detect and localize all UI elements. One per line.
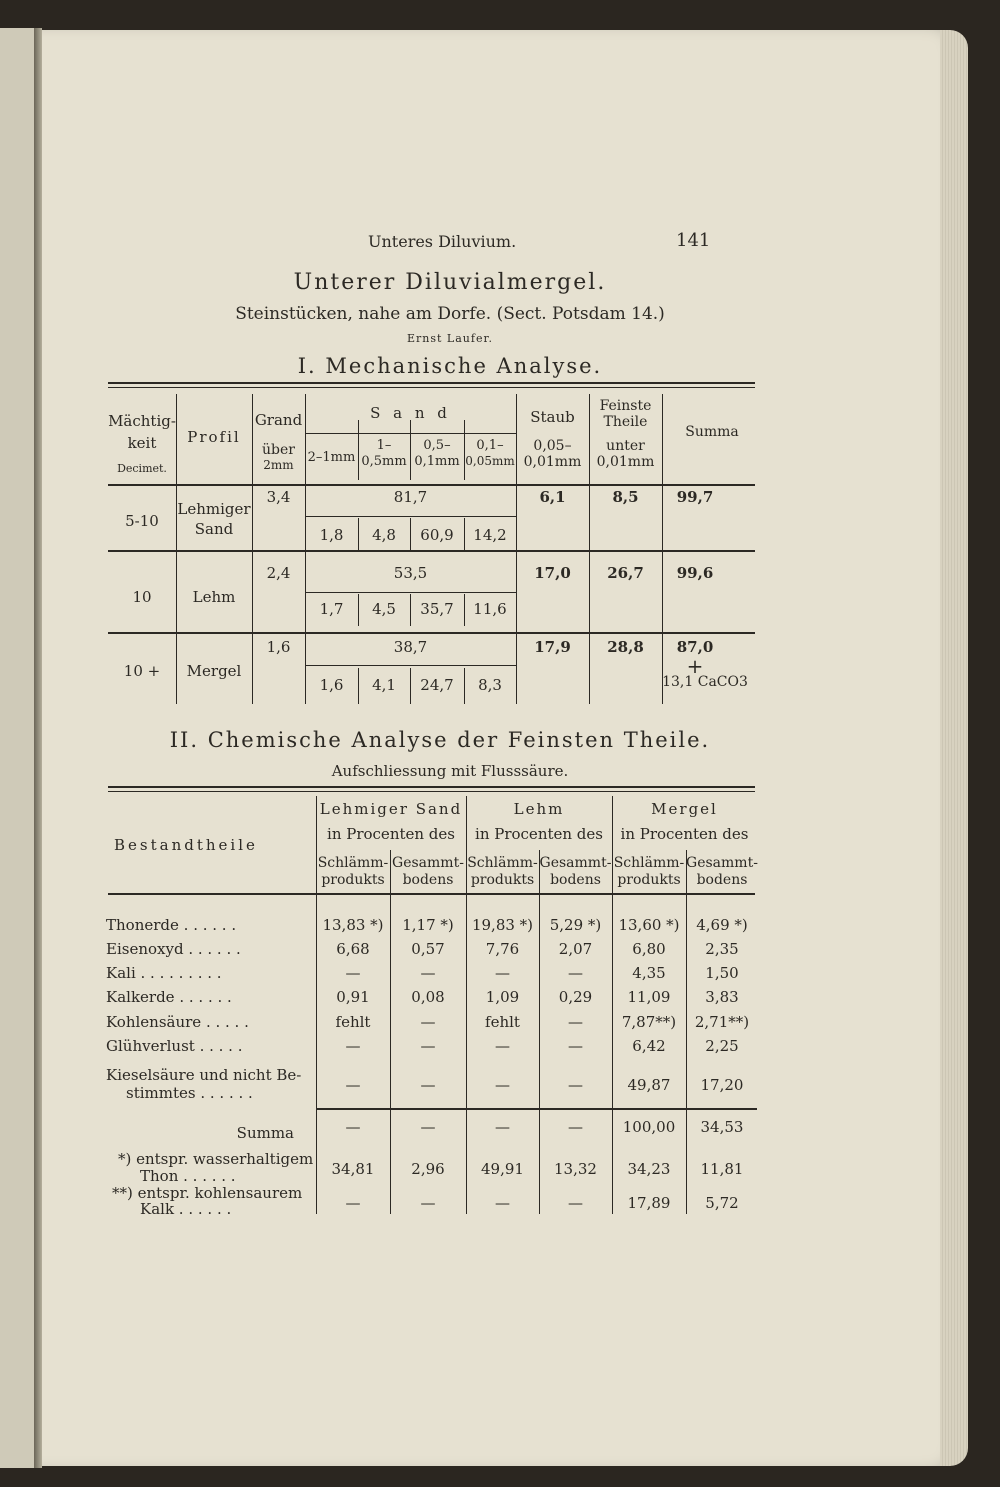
row-value: fehlt: [335, 1013, 371, 1031]
row-value: 2,35: [705, 940, 739, 958]
footnote-value: 34,23: [627, 1160, 671, 1178]
row-profil: Lehmiger: [177, 500, 251, 518]
header-sub: bodens: [696, 872, 748, 888]
header-maechtig: Mächtig-: [108, 412, 176, 430]
summa-value: 100,00: [622, 1118, 676, 1136]
summa-value: 34,53: [700, 1118, 744, 1136]
page-edges: [940, 30, 968, 1466]
row-value: —: [495, 964, 510, 982]
row-value: 0,91: [336, 988, 370, 1006]
header-sand-fraction: 0,1–: [476, 438, 504, 453]
left-page-edge: [0, 28, 36, 1468]
header-sand-fraction: 0,5mm: [361, 454, 407, 469]
header-staub-sub: 0,05–: [533, 438, 572, 454]
header-staub: Staub: [530, 408, 575, 426]
row-value: 1,50: [705, 964, 739, 982]
row-value: 2,71**): [694, 1013, 750, 1031]
row-value: 4,35: [632, 964, 666, 982]
book-gutter: [34, 28, 42, 1468]
rule: [108, 632, 755, 634]
section-2-title: II. Chemische Analyse der Feinsten Theile.: [169, 728, 711, 752]
rule: [108, 387, 755, 388]
row-value: 7,76: [485, 940, 520, 958]
footnote-label: *) entspr. wasserhaltigem: [118, 1150, 314, 1168]
row-summa: 87,0: [676, 638, 714, 656]
row-label: Kali . . . . . . . . .: [106, 964, 222, 982]
row-value: 6,80: [632, 940, 666, 958]
footnote-value: 5,72: [705, 1194, 739, 1212]
footnote-value: 13,32: [554, 1160, 597, 1178]
header-sand: S a n d: [370, 404, 451, 422]
row-sand-total: 38,7: [393, 638, 428, 656]
row-feinste: 26,7: [607, 564, 644, 582]
page-subtitle: Steinstücken, nahe am Dorfe. (Sect. Potsdam 14.): [235, 304, 665, 324]
row-value: 6,68: [336, 940, 370, 958]
footnote-label: Thon . . . . . .: [140, 1167, 236, 1185]
row-staub: 17,0: [534, 564, 571, 582]
header-sub: Gesammt-: [392, 855, 464, 871]
rule: [108, 382, 755, 384]
row-value: 49,87: [627, 1076, 671, 1094]
row-value: —: [568, 1013, 583, 1031]
row-sand-fraction: 4,8: [372, 526, 396, 544]
row-label: Kohlensäure . . . . .: [106, 1013, 249, 1031]
rule: [108, 484, 755, 486]
row-label: stimmtes . . . . . .: [126, 1084, 253, 1102]
footnote-value: 49,91: [481, 1160, 524, 1178]
header-feinste: Feinste: [599, 398, 652, 414]
summa-value: —: [345, 1118, 361, 1136]
header-sub: produkts: [321, 872, 385, 888]
row-sand-total: 81,7: [393, 488, 428, 506]
rule: [252, 394, 253, 704]
row-sand-fraction: 14,2: [473, 526, 507, 544]
row-value: 0,29: [558, 988, 593, 1006]
row-label: Eisenoxyd . . . . . .: [106, 940, 241, 958]
row-label: Glühverlust . . . . .: [106, 1037, 243, 1055]
section-2-subtitle: Aufschliessung mit Flusssäure.: [331, 762, 569, 780]
row-maechtigkeit: 10: [132, 588, 152, 606]
header-maechtig: keit: [127, 434, 157, 452]
row-value: —: [495, 1076, 510, 1094]
row-value: 7,87**): [621, 1013, 677, 1031]
header-sub: produkts: [470, 872, 535, 888]
row-value: 0,08: [411, 988, 445, 1006]
row-sand-fraction: 1,7: [319, 600, 344, 618]
footnote-value: —: [345, 1194, 361, 1212]
footnote-value: 2,96: [411, 1160, 445, 1178]
row-sand-total: 53,5: [393, 564, 428, 582]
rule: [306, 516, 516, 517]
summa-value: —: [420, 1118, 436, 1136]
row-value: fehlt: [485, 1013, 520, 1031]
summa-label: Summa: [236, 1124, 294, 1142]
rule: [108, 791, 755, 792]
header-grand-sub: über: [262, 442, 295, 458]
row-staub: 6,1: [539, 488, 566, 506]
rule: [108, 786, 755, 788]
footnote-label: **) entspr. kohlensaurem: [112, 1184, 303, 1202]
row-value: 13,83 *): [322, 916, 384, 934]
row-sand-fraction: 4,5: [372, 600, 396, 618]
page-number: 141: [676, 230, 711, 251]
author: Ernst Laufer.: [406, 332, 493, 345]
row-value: 13,60 *): [618, 916, 680, 934]
row-value: 1,09: [485, 988, 520, 1006]
summa-value: —: [568, 1118, 583, 1136]
header-sub: bodens: [550, 872, 601, 888]
row-value: 2,07: [558, 940, 593, 958]
rule: [108, 893, 755, 895]
row-value: 6,42: [632, 1037, 666, 1055]
row-value: —: [420, 1076, 436, 1094]
header-group: Lehmiger Sand: [319, 800, 463, 818]
header-sub: Schlämm-: [317, 855, 389, 871]
row-value: —: [345, 1037, 361, 1055]
rule: [306, 433, 516, 434]
row-value: 11,09: [627, 988, 671, 1006]
row-value: 17,20: [700, 1076, 744, 1094]
row-maechtigkeit: 10 +: [123, 662, 161, 680]
row-sand-fraction: 1,8: [319, 526, 344, 544]
running-title: Unteres Diluvium.: [368, 232, 517, 251]
row-profil: Sand: [194, 520, 234, 538]
header-grand: Grand: [254, 411, 303, 429]
row-summa: 99,7: [676, 488, 714, 506]
header-sand-fraction: 2–1mm: [307, 450, 356, 465]
header-sub: Gesammt-: [686, 855, 758, 871]
footnote-value: 34,81: [331, 1160, 375, 1178]
row-grand: 3,4: [266, 488, 291, 506]
row-value: —: [420, 1013, 436, 1031]
row-feinste: 8,5: [612, 488, 639, 506]
footnote-value: —: [495, 1194, 510, 1212]
header-sand-fraction: 0,1mm: [414, 454, 460, 469]
row-value: 5,29 *): [549, 916, 602, 934]
row-value: 1,17 *): [402, 916, 454, 934]
row-value: —: [420, 1037, 436, 1055]
header-feinste-sub: unter: [606, 438, 645, 454]
header-grand-sub: 2mm: [263, 458, 294, 472]
header-group: Mergel: [651, 800, 718, 818]
row-value: —: [345, 964, 361, 982]
row-sand-fraction: 35,7: [420, 600, 454, 618]
rule: [108, 550, 755, 552]
row-value: 4,69 *): [696, 916, 748, 934]
row-profil: Lehm: [192, 588, 236, 606]
row-value: 3,83: [705, 988, 739, 1006]
row-value: —: [568, 964, 583, 982]
row-value: —: [345, 1076, 361, 1094]
header-in-procenten: in Procenten des: [620, 825, 749, 843]
row-label: Kalkerde . . . . . .: [106, 988, 232, 1006]
row-sand-fraction: 60,9: [420, 526, 454, 544]
row-value: —: [568, 1037, 583, 1055]
header-sub: produkts: [617, 872, 681, 888]
header-staub-sub: 0,01mm: [523, 454, 582, 470]
row-grand: 1,6: [266, 638, 291, 656]
footnote-value: —: [568, 1194, 583, 1212]
header-feinste: Theile: [603, 414, 648, 430]
summa-value: —: [495, 1118, 510, 1136]
row-sand-fraction: 1,6: [319, 676, 344, 694]
row-value: —: [420, 964, 436, 982]
row-value: —: [568, 1076, 583, 1094]
header-group: Lehm: [513, 800, 565, 818]
row-sand-fraction: 11,6: [473, 600, 507, 618]
header-sub: Schlämm-: [467, 855, 538, 871]
header-sub: Schlämm-: [613, 855, 685, 871]
row-staub: 17,9: [534, 638, 571, 656]
header-feinste-sub: 0,01mm: [596, 454, 655, 470]
footnote-value: 17,89: [627, 1194, 671, 1212]
row-maechtigkeit: 5-10: [125, 512, 159, 530]
header-in-procenten: in Procenten des: [475, 825, 603, 843]
rule: [306, 665, 516, 666]
header-sub: Gesammt-: [539, 855, 612, 871]
header-profil: Profil: [187, 428, 241, 446]
row-value: —: [495, 1037, 510, 1055]
header-decimet: Decimet.: [117, 462, 167, 475]
footnote-value: 11,81: [700, 1160, 744, 1178]
row-profil: Mergel: [186, 662, 242, 680]
row-summa-extra: 13,1 CaCO3: [662, 674, 748, 690]
row-sand-fraction: 4,1: [372, 676, 396, 694]
row-value: 2,25: [705, 1037, 739, 1055]
header-summa: Summa: [685, 424, 739, 440]
rule: [306, 592, 516, 593]
footnote-label: Kalk . . . . . .: [140, 1200, 232, 1218]
row-value: 19,83 *): [471, 916, 534, 934]
section-1-title: I. Mechanische Analyse.: [297, 354, 603, 378]
page-title: Unterer Diluvialmergel.: [293, 270, 607, 295]
row-summa: 99,6: [676, 564, 714, 582]
row-grand: 2,4: [266, 564, 291, 582]
row-sand-fraction: 24,7: [420, 676, 454, 694]
row-value: 0,57: [411, 940, 445, 958]
header-sub: bodens: [402, 872, 454, 888]
header-sand-fraction: 1–: [376, 438, 392, 453]
header-sand-fraction: 0,05mm: [465, 454, 515, 468]
rule: [305, 394, 306, 704]
row-summa-plus: +: [686, 654, 704, 678]
row-sand-fraction: 8,3: [478, 676, 502, 694]
row-label: Thonerde . . . . . .: [106, 916, 237, 934]
row-label: Kieselsäure und nicht Be-: [106, 1066, 302, 1084]
footnote-value: —: [420, 1194, 436, 1212]
rule: [316, 1108, 757, 1110]
header-bestandtheile: Bestandtheile: [114, 836, 258, 854]
row-feinste: 28,8: [607, 638, 644, 656]
header-in-procenten: in Procenten des: [327, 825, 455, 843]
header-sand-fraction: 0,5–: [423, 438, 451, 453]
